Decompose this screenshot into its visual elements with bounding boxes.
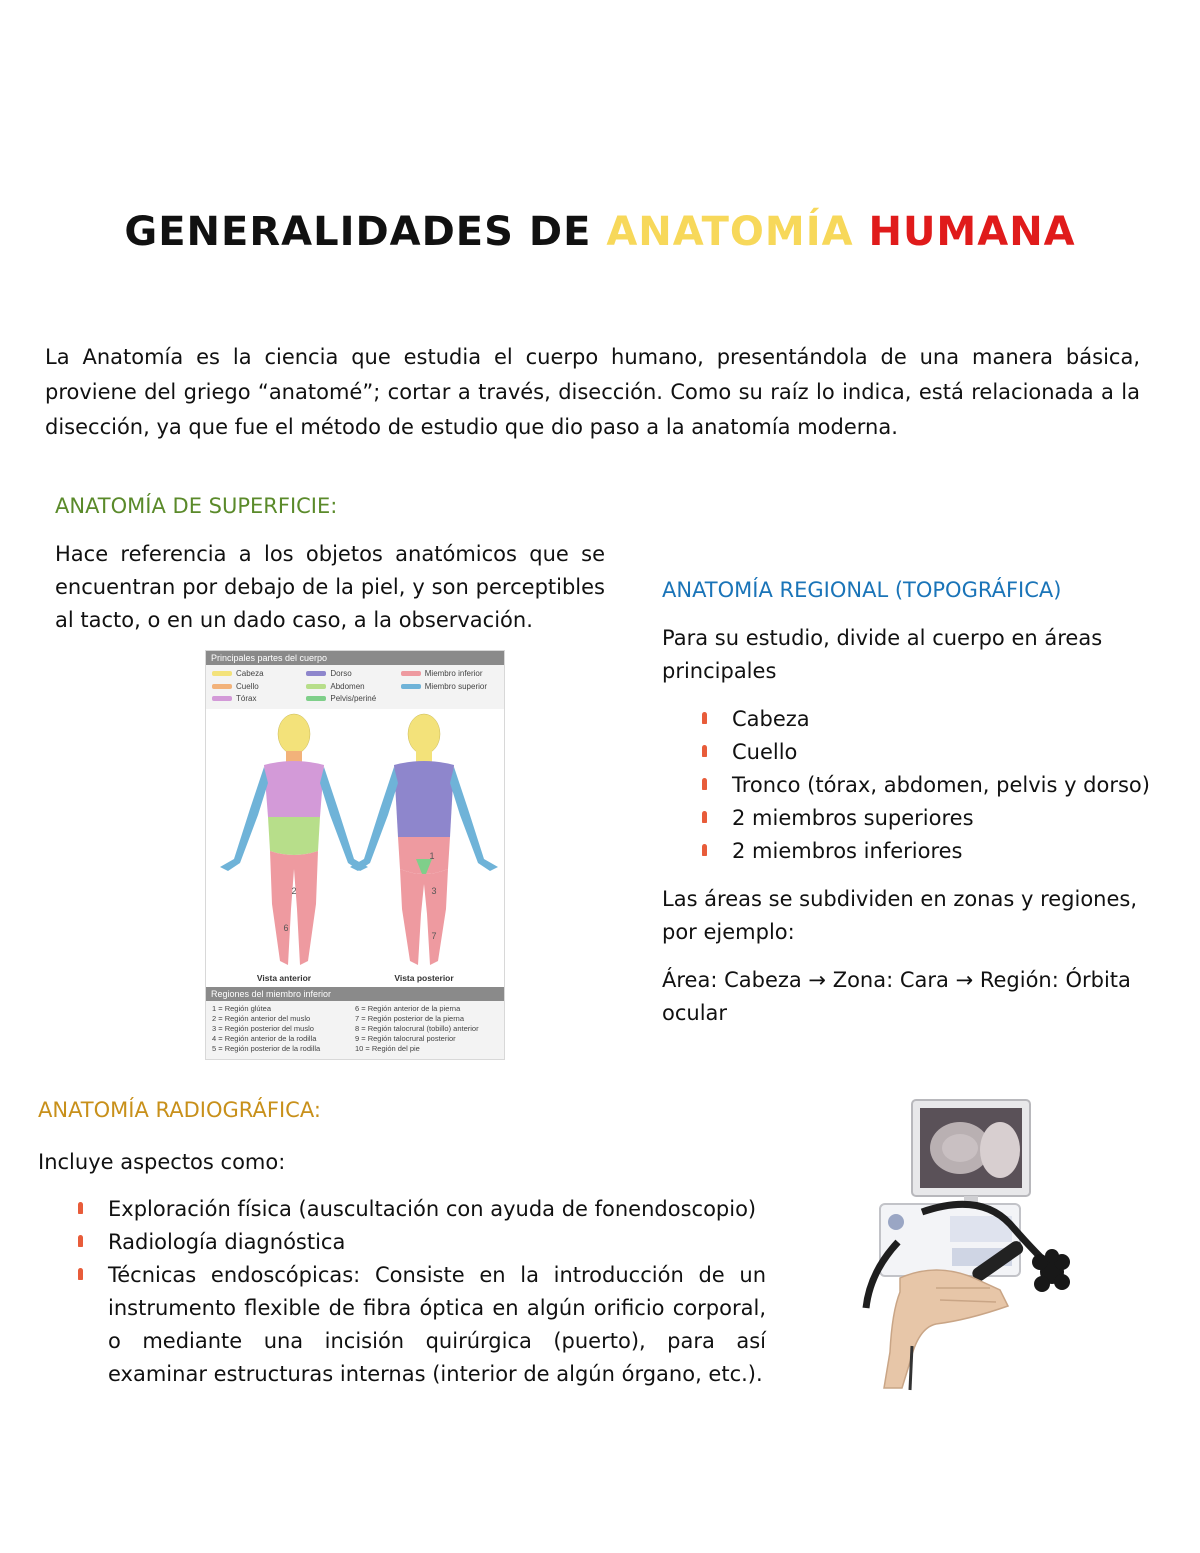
superficie-heading: ANATOMÍA DE SUPERFICIE:	[55, 494, 338, 518]
legend-label: Pelvis/periné	[330, 694, 377, 704]
body-regions-figure	[205, 650, 505, 1060]
list-item-label: Técnicas endoscópicas: Consiste en la introducción de un instrumento flexible de fibra óptica en algún orificio corporal, o mediante una incisión quirúrgica (puerto), para así examinar estructuras internas (interior de algún órgano, etc.).	[108, 1263, 766, 1386]
svg-text:1: 1	[429, 851, 435, 861]
region-item: 9 = Región talocrural posterior	[355, 1034, 456, 1043]
radiografica-intro: Incluye aspectos como:	[38, 1150, 286, 1174]
title-part-1: GENERALIDADES DE	[124, 208, 607, 255]
figure-legend	[206, 665, 504, 709]
list-item-label: 2 miembros inferiores	[732, 839, 963, 863]
list-item	[702, 835, 1162, 868]
regions-header: Regiones del miembro inferior	[206, 987, 504, 1001]
list-item-label: Cabeza	[732, 707, 810, 731]
legend-label: Cabeza	[236, 669, 264, 678]
bullet-icon	[78, 1202, 83, 1214]
page-title	[0, 209, 1200, 255]
list-item	[702, 769, 1162, 802]
regional-intro: Para su estudio, divide al cuerpo en áreas principales	[662, 626, 1103, 683]
list-item	[702, 703, 1162, 736]
legend-label: Abdomen	[330, 681, 365, 691]
intro-paragraph: La Anatomía es la ciencia que estudia el cuerpo humano, presentándola de una manera básica, proviene del griego “anatomé”; cortar a través, disección. Como su raíz lo indica, está relacionada a la disección, ya que fue el método de estudio que dio paso a la anatomía moderna.	[45, 345, 1140, 439]
region-item: 3 = Región posterior del muslo	[212, 1024, 314, 1033]
legend-label: Miembro superior	[424, 681, 487, 691]
list-item-label: Cuello	[732, 740, 798, 764]
legend-item	[306, 681, 400, 692]
svg-text:2: 2	[291, 886, 297, 896]
legend-swatch	[306, 684, 326, 689]
radiografica-list	[78, 1193, 766, 1391]
list-item	[702, 802, 1162, 835]
region-item: 7 = Región posterior de la pierna	[355, 1014, 465, 1023]
legend-item	[401, 681, 495, 692]
bullet-icon	[702, 778, 707, 790]
region-item: 4 = Región anterior de la rodilla	[212, 1034, 317, 1043]
region-item: 6 = Región anterior de la pierna	[355, 1004, 461, 1013]
legend-item	[306, 693, 400, 704]
list-item-label: Radiología diagnóstica	[108, 1230, 346, 1254]
regional-example: Área: Cabeza → Zona: Cara → Región: Órbita ocular	[662, 968, 1131, 1025]
legend-swatch	[212, 671, 232, 676]
bullet-icon	[702, 811, 707, 823]
superficie-text: Hace referencia a los objetos anatómicos que se encuentran por debajo de la piel, y son perceptibles al tacto, o en un dado caso, a la observación.	[55, 542, 605, 632]
body-illustration	[206, 709, 504, 987]
list-item-label: 2 miembros superiores	[732, 806, 974, 830]
region-item: 10 = Región del pie	[355, 1044, 420, 1053]
svg-text:3: 3	[431, 886, 437, 896]
legend-swatch	[306, 696, 326, 701]
list-item	[78, 1193, 766, 1226]
caption-back: Vista posterior	[394, 973, 454, 983]
bullet-icon	[78, 1235, 83, 1247]
legend-item	[212, 681, 306, 692]
legend-label: Tórax	[236, 694, 257, 704]
legend-swatch	[306, 671, 326, 676]
list-item	[78, 1226, 766, 1259]
regions-col-left	[212, 1004, 355, 1056]
list-item-label: Tronco (tórax, abdomen, pelvis y dorso)	[732, 773, 1150, 797]
back-body	[350, 714, 498, 965]
region-item: 2 = Región anterior del muslo	[212, 1014, 311, 1023]
list-item-label: Exploración física (auscultación con ayuda de fonendoscopio)	[108, 1197, 757, 1221]
legend-label: Dorso	[330, 669, 352, 678]
regions-col-right	[355, 1004, 498, 1056]
title-part-3: HUMANA	[853, 208, 1076, 255]
region-item: 8 = Región talocrural (tobillo) anterior	[355, 1024, 479, 1033]
legend-item	[306, 668, 400, 679]
regional-heading: ANATOMÍA REGIONAL (TOPOGRÁFICA)	[662, 578, 1062, 602]
regions-list	[206, 1001, 504, 1059]
legend-item	[212, 693, 306, 704]
regional-subdiv: Las áreas se subdividen en zonas y regiones, por ejemplo:	[662, 887, 1138, 944]
region-item: 1 = Región glútea	[212, 1004, 272, 1013]
legend-swatch	[401, 684, 421, 689]
endoscope-image	[840, 1092, 1070, 1392]
legend-label: Cuello	[236, 681, 259, 691]
bullet-icon	[702, 745, 707, 757]
title-part-2: ANATOMÍA	[606, 208, 854, 255]
legend-swatch	[212, 696, 232, 701]
region-item: 5 = Región posterior de la rodilla	[212, 1044, 321, 1053]
list-item	[702, 736, 1162, 769]
front-body	[220, 714, 368, 965]
legend-item	[401, 668, 495, 679]
regional-list	[702, 703, 1162, 868]
bullet-icon	[702, 844, 707, 856]
bullet-icon	[702, 712, 707, 724]
legend-label: Miembro inferior	[424, 669, 483, 678]
list-item	[78, 1259, 766, 1391]
figure-header: Principales partes del cuerpo	[206, 651, 504, 665]
legend-item	[212, 668, 306, 679]
bullet-icon	[78, 1268, 83, 1280]
caption-front: Vista anterior	[256, 973, 312, 983]
svg-text:7: 7	[431, 931, 437, 941]
legend-swatch	[212, 684, 232, 689]
svg-text:6: 6	[283, 923, 289, 933]
radiografica-heading: ANATOMÍA RADIOGRÁFICA:	[38, 1098, 321, 1122]
legend-swatch	[401, 671, 421, 676]
